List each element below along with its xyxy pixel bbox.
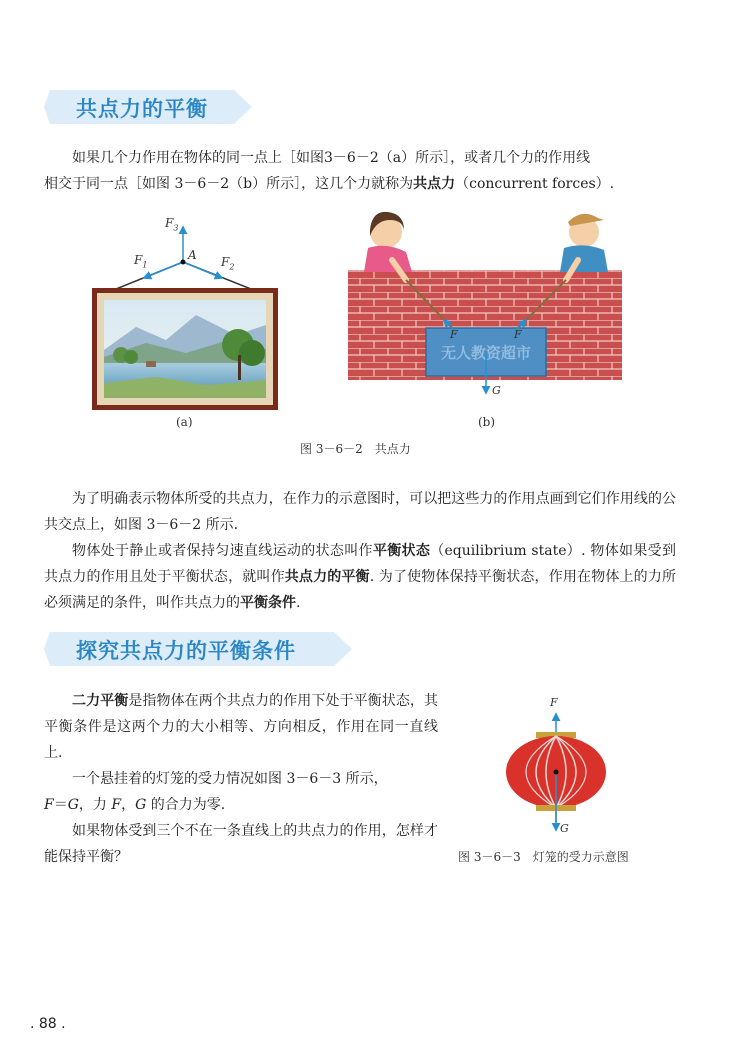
force-label-f3 <box>165 216 178 232</box>
page-number: . 88 . <box>30 1016 66 1032</box>
para-text: 物体处于静止或者保持匀速直线运动的状态叫作 <box>72 543 373 559</box>
para-text: （concurrent forces）. <box>455 176 615 192</box>
para-line-1: 如果几个力作用在物体的同一点上［如图3－6－2（a）所示］，或者几个力的作用线 <box>72 150 591 166</box>
brick-wall-diagram <box>346 208 624 408</box>
point-label-a: A <box>188 248 197 262</box>
figure-lantern <box>496 696 616 840</box>
paragraph-equilibrium <box>44 538 676 616</box>
paragraph-question: 如果物体受到三个不在一条直线上的共点力的作用，怎样才能保持平衡？ <box>44 823 438 865</box>
para-text: 是指物体在两个共点力的作用下处于平衡状态，其平衡条件是这两个力的大小相等、方向相反，作用在同一直线上. <box>44 693 439 761</box>
symbol-g: G <box>67 797 79 813</box>
force-label-f2: F <box>514 328 522 341</box>
symbol-f: F <box>111 797 122 813</box>
section-banner-2 <box>44 632 354 666</box>
force-label-f1 <box>134 253 147 269</box>
paragraph-two-force <box>44 688 438 766</box>
para-text: ， <box>121 797 136 813</box>
para-text: 的合力为零. <box>146 797 226 813</box>
force-subscript: 1 <box>142 260 148 270</box>
force-symbol: F <box>165 216 174 230</box>
watermark-text: 无人教资超市 <box>440 344 532 362</box>
figure-a-label: (a) <box>176 415 193 429</box>
symbol-g: G <box>135 797 147 813</box>
symbol-f: F <box>44 797 54 813</box>
para-line: 一个悬挂着的灯笼的受力情况如图 3－6－3 所示， <box>72 771 388 787</box>
force-label-g: G <box>560 822 569 835</box>
force-label-f2 <box>221 255 234 271</box>
para-text: . <box>296 595 301 611</box>
lantern-diagram <box>496 700 616 840</box>
force-symbol: F <box>134 253 143 267</box>
figure-a-picture-frame <box>86 215 286 415</box>
force-label-g: G <box>492 384 501 397</box>
section-banner-1 <box>44 90 254 124</box>
para-text: 相交于同一点［如图 3－6－2（b）所示］，这几个力就称为 <box>44 176 414 192</box>
bold-term: 二力平衡 <box>72 693 129 709</box>
para-line-2 <box>44 171 676 197</box>
paragraph-definition <box>44 145 676 197</box>
force-label-f: F <box>550 696 558 709</box>
force-label-f1: F <box>450 328 458 341</box>
para-line-equation <box>44 792 438 818</box>
equals-sign: ＝ <box>53 797 68 813</box>
force-subscript: 2 <box>229 262 235 272</box>
figure-b-label: (b) <box>478 415 496 429</box>
figure-caption-3-6-2: 图 3－6－2 共点力 <box>300 442 411 456</box>
figure-b-brick-wall <box>346 208 624 408</box>
force-symbol: F <box>221 255 230 269</box>
para-text: ，力 <box>78 797 112 813</box>
para-text: . 为了使物体保持平衡状态，作用在物体上的力所必须满足的条件，叫作共点力的 <box>44 569 677 611</box>
figure-caption-3-6-3: 图 3－6－3 灯笼的受力示意图 <box>458 850 629 864</box>
para-text: （equilibrium state）. 物体如果受到共点力的作用且处于平衡状态，就叫作 <box>44 543 676 585</box>
section-title: 探究共点力的平衡条件 <box>76 639 296 663</box>
bold-term: 平衡状态 <box>372 543 431 559</box>
paragraph-diagram-note: 为了明确表示物体所受的共点力，在作力的示意图时，可以把这些力的作用点画到它们作用线的公共交点上，如图 3－6－2 所示. <box>44 491 676 533</box>
bold-term: 共点力的平衡 <box>284 569 370 585</box>
force-subscript: 3 <box>173 223 179 233</box>
bold-term: 共点力 <box>413 176 456 192</box>
picture-frame-diagram <box>86 215 286 415</box>
bold-term: 平衡条件 <box>240 595 296 611</box>
section-title: 共点力的平衡 <box>76 97 208 121</box>
paragraph-lantern <box>44 766 438 818</box>
